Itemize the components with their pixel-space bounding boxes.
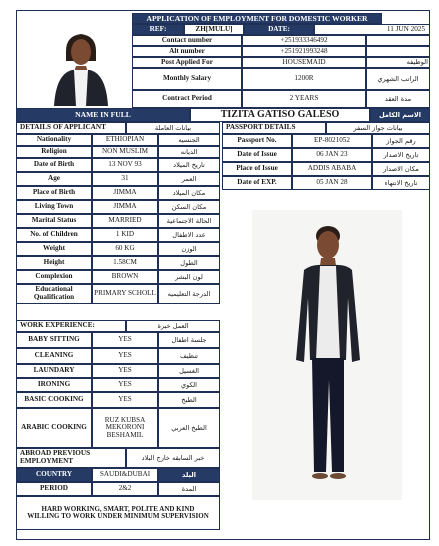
experience-row-label: CLEANING	[16, 348, 92, 364]
contact-number-label: Contact number	[132, 35, 242, 46]
ref-label: REF:	[132, 24, 184, 35]
applicant-row-value: ETHIOPIAN	[92, 134, 158, 146]
contract-value: 2 YEARS	[242, 90, 366, 108]
applicant-row-value: MARRIED	[92, 214, 158, 228]
experience-row-label: IRONING	[16, 378, 92, 392]
alt-number-extra	[366, 46, 430, 57]
experience-row-ar: الغسيل	[158, 364, 220, 378]
date-value: 11 JUN 2025	[314, 24, 430, 35]
contact-number-extra	[366, 35, 430, 46]
passport-row-label: Place of Issue	[222, 162, 292, 176]
applicant-row-value: 1.58CM	[92, 256, 158, 270]
applicant-row-value: 1 KID	[92, 228, 158, 242]
applicant-row-ar: الوزن	[158, 242, 220, 256]
contract-label: Contract Period	[132, 90, 242, 108]
applicant-row-value: 13 NOV 93	[92, 158, 158, 172]
ref-value: ZH[MULU]	[184, 24, 244, 35]
experience-row-value: YES	[92, 378, 158, 392]
passport-heading: PASSPORT DETAILS	[222, 122, 326, 134]
applicant-heading: DETAILS OF APPLICANT	[16, 122, 126, 134]
applicant-row-value: 60 KG	[92, 242, 158, 256]
name-ar: الاسم الكامل	[370, 108, 430, 122]
applicant-row-ar: الحالة الاجتماعية	[158, 214, 220, 228]
applicant-row-value: BROWN	[92, 270, 158, 284]
applicant-row-label: Educational Qualification	[16, 284, 92, 304]
passport-row-ar: مكان الاصدار	[372, 162, 430, 176]
applicant-row-label: Height	[16, 256, 92, 270]
applicant-row-label: Religion	[16, 146, 92, 158]
applicant-row-ar: العمر	[158, 172, 220, 186]
applicant-row-label: Weight	[16, 242, 92, 256]
applicant-row-label: Living Town	[16, 200, 92, 214]
experience-row-label: BABY SITTING	[16, 332, 92, 348]
applicant-row-label: No. of Children	[16, 228, 92, 242]
remarks: HARD WORKING, SMART, POLITE AND KIND WILLING TO WORK UNDER MINIMUM SUPERVISION	[16, 496, 220, 530]
date-label: DATE:	[244, 24, 314, 35]
alt-number-value: +251921993248	[242, 46, 366, 57]
applicant-row-value: 31	[92, 172, 158, 186]
contact-number-value: +251933346492	[242, 35, 366, 46]
experience-row-value: RUZ KUBSA MEKORONI BESHAMIL	[92, 408, 158, 448]
period-value: 2&2	[92, 482, 158, 496]
applicant-row-label: Nationality	[16, 134, 92, 146]
contract-ar: مدة العقد	[366, 90, 430, 108]
portrait-photo	[36, 16, 126, 106]
applicant-row-label: Complexion	[16, 270, 92, 284]
country-label: COUNTRY	[16, 468, 92, 482]
name-label: NAME IN FULL	[16, 108, 190, 122]
full-body-photo-icon	[252, 210, 402, 500]
country-value: SAUDI&DUBAI	[92, 468, 158, 482]
passport-row-ar: تاريخ الانتهاء	[372, 176, 430, 190]
passport-heading-ar: بيانات جواز السفر	[326, 122, 430, 134]
applicant-row-value: JIMMA	[92, 200, 158, 214]
salary-ar: الراتب الشهري	[366, 68, 430, 90]
person-photo-icon	[36, 16, 126, 106]
period-ar: المدة	[158, 482, 220, 496]
passport-row-ar: تاريخ الاصدار	[372, 148, 430, 162]
applicant-row-ar: مكان الميلاد	[158, 186, 220, 200]
applicant-heading-ar: بيانات العاملة	[126, 122, 220, 134]
passport-row-value: 05 JAN 28	[292, 176, 372, 190]
applicant-row-ar: عدد الاطفال	[158, 228, 220, 242]
experience-heading: WORK EXPERIENCE:	[16, 320, 126, 332]
experience-row-value: YES	[92, 392, 158, 408]
passport-row-label: Date of EXP.	[222, 176, 292, 190]
experience-row-value: YES	[92, 364, 158, 378]
post-applied-ar: الوظيفه	[366, 57, 430, 68]
full-body-photo	[252, 210, 402, 500]
experience-row-ar: جلسة اطفال	[158, 332, 220, 348]
experience-row-ar: تنظيف	[158, 348, 220, 364]
applicant-row-ar: الدرجة التعليميه	[158, 284, 220, 304]
applicant-row-label: Date of Birth	[16, 158, 92, 172]
salary-value: 1200R	[242, 68, 366, 90]
post-applied-value: HOUSEMAID	[242, 57, 366, 68]
applicant-row-ar: الطول	[158, 256, 220, 270]
passport-row-value: ADDIS ABABA	[292, 162, 372, 176]
applicant-row-label: Marital Status	[16, 214, 92, 228]
experience-row-label: ARABIC COOKING	[16, 408, 92, 448]
applicant-row-label: Place of Birth	[16, 186, 92, 200]
alt-number-label: Alt number	[132, 46, 242, 57]
period-label: PERIOD	[16, 482, 92, 496]
abroad-ar: خبر السابقه خارج البلاد	[126, 448, 220, 468]
passport-row-label: Passport No.	[222, 134, 292, 148]
experience-row-value: YES	[92, 348, 158, 364]
applicant-row-ar: تاريخ الميلاد	[158, 158, 220, 172]
experience-row-ar: الطبخ	[158, 392, 220, 408]
experience-row-ar: الكوي	[158, 378, 220, 392]
post-applied-label: Post Applied For	[132, 57, 242, 68]
passport-row-value: EP-8021052	[292, 134, 372, 148]
experience-row-value: YES	[92, 332, 158, 348]
applicant-row-ar: الديانه	[158, 146, 220, 158]
passport-row-value: 06 JAN 23	[292, 148, 372, 162]
applicant-row-value: JIMMA	[92, 186, 158, 200]
salary-label: Monthly Salary	[132, 68, 242, 90]
experience-heading-ar: العمل خبرة	[126, 320, 220, 332]
passport-row-label: Date of Issue	[222, 148, 292, 162]
applicant-row-label: Age	[16, 172, 92, 186]
full-name: TIZITA GATISO GALESO	[190, 108, 370, 122]
applicant-row-value: NON MUSLIM	[92, 146, 158, 158]
applicant-row-ar: لون البشر	[158, 270, 220, 284]
abroad-label: ABROAD PREVIOUS EMPLOYMENT	[16, 448, 126, 468]
passport-row-ar: رقم الجواز	[372, 134, 430, 148]
applicant-row-value: PRIMARY SCHOLL	[92, 284, 158, 304]
experience-row-label: LAUNDARY	[16, 364, 92, 378]
form-title: APPLICATION OF EMPLOYMENT FOR DOMESTIC WORKER	[132, 13, 382, 24]
applicant-row-ar: مكان السكن	[158, 200, 220, 214]
country-ar: البلد	[158, 468, 220, 482]
experience-row-ar: الطبخ العربي	[158, 408, 220, 448]
experience-row-label: BASIC COOKING	[16, 392, 92, 408]
applicant-row-ar: الجنسيه	[158, 134, 220, 146]
